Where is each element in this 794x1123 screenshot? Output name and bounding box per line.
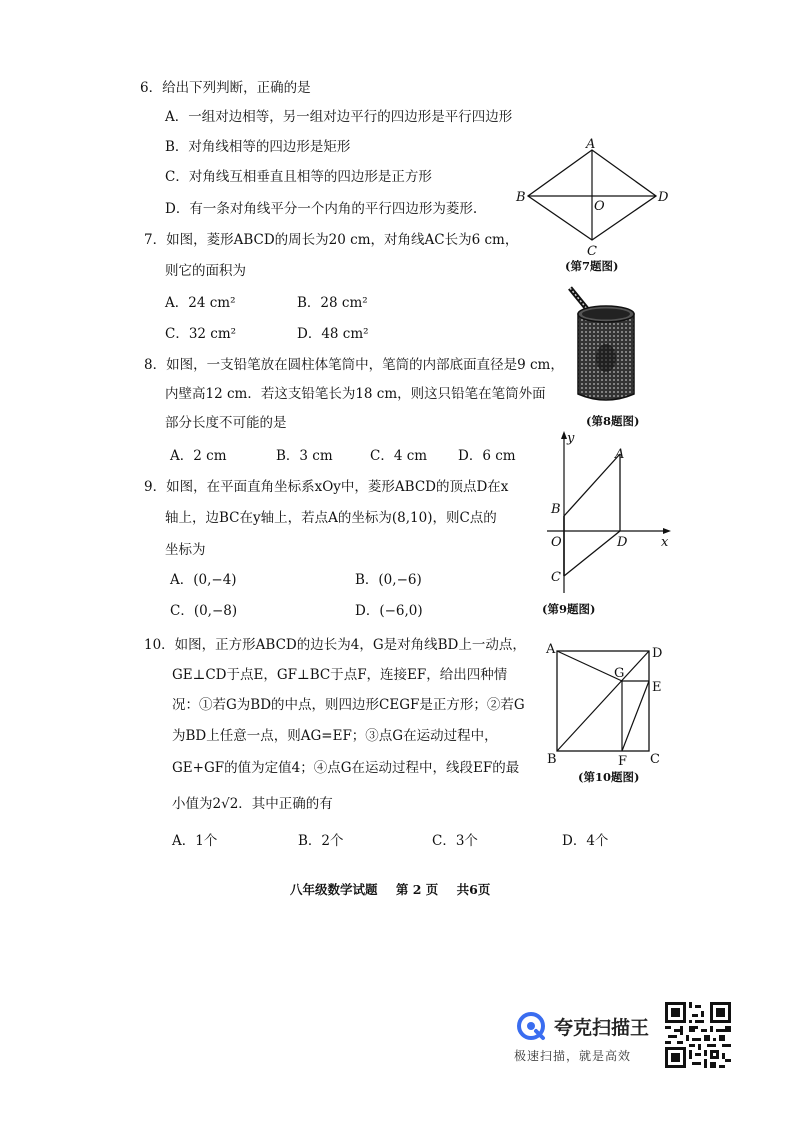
qr-code-icon	[665, 1002, 731, 1068]
footer-page: 第 2 页	[395, 882, 439, 897]
q10-stem-line4: 为BD上任意一点，则AG=EF；③点G在运动过程中，	[172, 728, 498, 744]
q9-option-a: A．(0,−4)	[170, 572, 237, 588]
q10-stem-line1: 10．如图，正方形ABCD的边长为4，G是对角线BD上一动点，	[144, 637, 526, 653]
fig9-label-c: C	[551, 570, 561, 585]
q8-option-b: B．3 cm	[276, 448, 333, 464]
q7-stem-line1: 7．如图，菱形ABCD的周长为20 cm，对角线AC长为6 cm，	[144, 232, 519, 248]
fig9-coordinate-diagram	[535, 428, 680, 596]
fig10-label-a: A	[546, 643, 556, 657]
q10-option-c: C．3个	[432, 833, 478, 849]
page-footer	[290, 880, 504, 898]
fig9-label-x: x	[661, 535, 669, 550]
fig8-pencil-cup-image	[556, 282, 646, 410]
q9-stem-line1: 9．如图，在平面直角坐标系xOy中，菱形ABCD的顶点D在x	[144, 479, 509, 495]
fig9-label-o: O	[551, 535, 562, 550]
q6-option-b: B．对角线相等的四边形是矩形	[165, 139, 351, 155]
q8-stem-line3: 部分长度不可能的是	[165, 415, 287, 431]
fig10-label-e: E	[652, 680, 662, 695]
fig9-label-b: B	[551, 502, 561, 517]
q8-option-d: D．6 cm	[458, 448, 516, 464]
q10-stem-line6: 小值为2√2．其中正确的有	[172, 796, 333, 812]
fig10-label-g: G	[614, 666, 625, 681]
q8-option-a: A．2 cm	[170, 448, 227, 464]
q9-option-c: C．(0,−8)	[170, 603, 238, 619]
fig10-label-d: D	[652, 646, 663, 661]
q7-option-a: A．24 cm²	[165, 295, 236, 311]
q6-stem: 6．给出下列判断，正确的是	[140, 80, 311, 96]
fig10-caption: (第10题图)	[578, 770, 640, 784]
footer-total: 共6页	[456, 882, 491, 897]
q9-option-d: D．(−6,0)	[355, 603, 423, 619]
q8-stem-line2: 内壁高12 cm．若这支铅笔长为18 cm，则这只铅笔在笔筒外面	[165, 386, 546, 402]
fig8-caption: (第8题图)	[586, 414, 640, 428]
q9-option-b: B．(0,−6)	[355, 572, 422, 588]
fig10-label-c: C	[650, 752, 660, 767]
q10-option-b: B．2个	[298, 833, 344, 849]
fig9-caption: (第9题图)	[542, 602, 596, 616]
q10-stem-line2: GE⊥CD于点E，GF⊥BC于点F，连接EF，给出四种情	[172, 667, 508, 683]
q8-option-c: C．4 cm	[370, 448, 428, 464]
fig7-label-c: C	[587, 244, 597, 258]
fig7-rhombus-diagram	[510, 138, 680, 258]
q7-option-d: D．48 cm²	[297, 326, 369, 342]
q10-stem-line3: 况：①若G为BD的中点，则四边形CEGF是正方形；②若G	[172, 697, 525, 713]
q10-option-a: A．1个	[172, 833, 218, 849]
q7-option-b: B．28 cm²	[297, 295, 368, 311]
fig10-label-f: F	[618, 754, 628, 768]
q10-stem-line5: GE+GF的值为定值4；④点G在运动过程中，线段EF的最	[172, 760, 520, 776]
brand-slogan: 极速扫描，就是高效	[514, 1049, 632, 1063]
fig7-label-b: B	[516, 190, 526, 205]
q7-stem-line2: 则它的面积为	[165, 263, 246, 279]
fig7-caption: (第7题图)	[565, 259, 619, 273]
fig7-label-o: O	[594, 199, 605, 214]
fig9-label-a: A	[615, 447, 625, 462]
q7-option-c: C．32 cm²	[165, 326, 237, 342]
quark-logo-icon	[514, 1011, 548, 1041]
fig9-label-d: D	[617, 535, 628, 550]
fig9-label-y: y	[567, 431, 575, 446]
q6-option-d: D．有一条对角线平分一个内角的平行四边形为菱形.	[165, 201, 478, 217]
fig7-label-d: D	[658, 190, 669, 205]
brand-name: 夸克扫描王	[554, 1017, 650, 1039]
q10-option-d: D．4个	[562, 833, 609, 849]
fig7-label-a: A	[586, 138, 596, 152]
fig10-square-diagram	[540, 643, 670, 768]
q9-stem-line3: 坐标为	[165, 542, 206, 558]
fig10-label-b: B	[547, 752, 557, 767]
q6-option-c: C．对角线互相垂直且相等的四边形是正方形	[165, 169, 432, 185]
q9-stem-line2: 轴上，边BC在y轴上，若点A的坐标为(8,10)，则C点的	[165, 510, 497, 526]
q6-option-a: A．一组对边相等，另一组对边平行的四边形是平行四边形	[165, 109, 513, 125]
footer-subject: 八年级数学试题	[290, 882, 378, 897]
q8-stem-line1: 8．如图，一支铅笔放在圆柱体笔筒中，笔筒的内部底面直径是9 cm，	[144, 357, 564, 373]
